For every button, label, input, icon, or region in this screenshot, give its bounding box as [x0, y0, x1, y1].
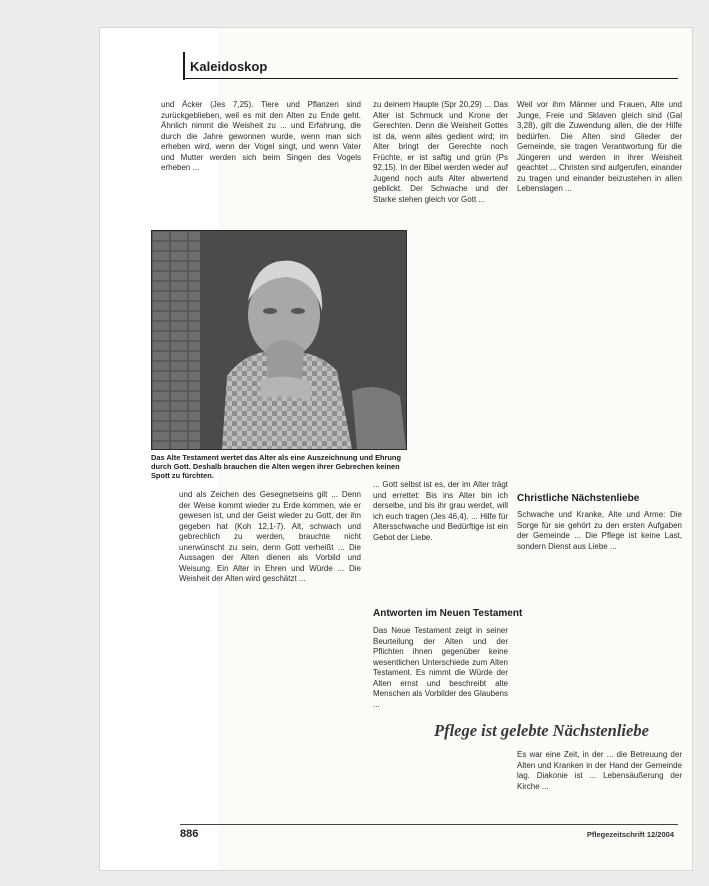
subheading-christian-charity: Christliche Nächstenliebe: [517, 493, 640, 504]
magazine-page: [100, 28, 692, 870]
column1-top-text: [161, 100, 361, 220]
paragraph: Es war eine Zeit, in der ... die Betreuung der Alten und Kranken in der Hand der Gemeinde lag. Diakonie ist ... Lebensäußerung der Kirche ...: [517, 750, 682, 791]
header-tick: [183, 52, 185, 80]
paragraph: Weil vor ihm Männer und Frauen, Alte und Junge, Freie und Sklaven gleich sind (Gal 3,28), gilt die Zuwendung allen, die der Hilfe bedürfen. Die Alten sind Glieder der Gemeinde, sie tragen Verantwortung für die Jüngeren und werden in ihrer Weisheit geachtet ... Christen sind aufgerufen, einander zu tragen und einander beizustehen in allen Lebenslagen ...: [517, 100, 682, 193]
paragraph: zu deinem Haupte (Spr 20,29) ... Das Alter ist Schmuck und Krone der Gerechten. Denn die Weisheit Gottes ist da, wenn alles gedient wird; im Alter bringt der Gerechte noch Früchte, er ist saftig und grün (Ps 92,15). In der Bibel werden weder auf Jugend noch aufs Alter abwertend geblickt. Der Schwache und der Starke stehen gleich vor Gott ...: [373, 100, 508, 204]
column3-bottom-text: [517, 750, 682, 818]
paragraph: Das Neue Testament zeigt in seiner Beurteilung der Alten und der Pflichten ihnen gegenüber keine wesentlichen Unterschiede zum Alten Testament. Es nimmt die Würde der Alten ernst und beschreibt alte Menschen als Vorbilder des Glaubens ...: [373, 626, 508, 709]
paragraph: und Äcker (Jes 7,25). Tiere und Pflanzen sind zurückgeblieben, weil es mit den Alten zu Ende geht. Ähnlich nimmt die Weisheit zu ... und Erfahrung, die durch die Jahre gewonnen wurde, wenn man sich erheben wird, wenn der Vogel singt, und wenn Vater und Mutter werden sich beim Singen des Vogels erheben ...: [161, 100, 361, 172]
photo-elderly-woman: [151, 230, 407, 450]
photo-caption: Das Alte Testament wertet das Alter als eine Auszeichnung und Ehrung durch Gott. Deshalb brauchen die Alten wegen ihrer Gebrechen keinen Spott zu fürchten.: [151, 453, 401, 481]
footer-rule: [180, 824, 678, 825]
paragraph: Schwache und Kranke, Alte und Arme: Die Sorge für sie gehört zu den ersten Aufgaben der Gemeinde ... Die Pflege ist keine Last, sondern Dienst aus Liebe ...: [517, 510, 682, 551]
pull-quote: Pflege ist gelebte Nächstenliebe: [434, 721, 684, 741]
header-rule: [183, 78, 678, 79]
section-header: [183, 58, 678, 80]
subheading-new-testament: Antworten im Neuen Testament: [373, 608, 523, 619]
section-title: Kaleidoskop: [190, 59, 268, 74]
paragraph: ... Gott selbst ist es, der im Alter trägt und errettet: Bis ins Alter bin ich derselbe, und bis ihr grau werdet, will ich euch tragen (Jes 46,4). ... Hilfe für Altersschwache und Bedürftige ist ein Gebot der Liebe.: [373, 480, 508, 542]
column3-middle-text: [517, 510, 682, 710]
column2-middle-text: [373, 480, 508, 596]
journal-source: Pflegezeitschrift 12/2004: [586, 830, 674, 839]
column3-top-text: [517, 100, 682, 475]
paragraph: und als Zeichen des Gesegnetseins gilt ... Denn der Weise kommt wieder zu Erde kommen, wie er gewesen ist, und der Geist wieder zu Gott, der ihn gegeben hat (Koh 12,1-7). Alt, schwach und gebrechlich zu werden, brauchte nicht unerwünscht zu sein, denn Gott verheißt ... Die Aussagen der Alten dienen als Vorbild und Weisung. Ein Alter in Ehren und Würde ... Die Weisheit der Alten wird geschätzt ...: [179, 490, 361, 583]
column2-top-text: [373, 100, 508, 470]
column1-bottom-text: [179, 490, 361, 818]
page-number: 886: [180, 828, 199, 840]
